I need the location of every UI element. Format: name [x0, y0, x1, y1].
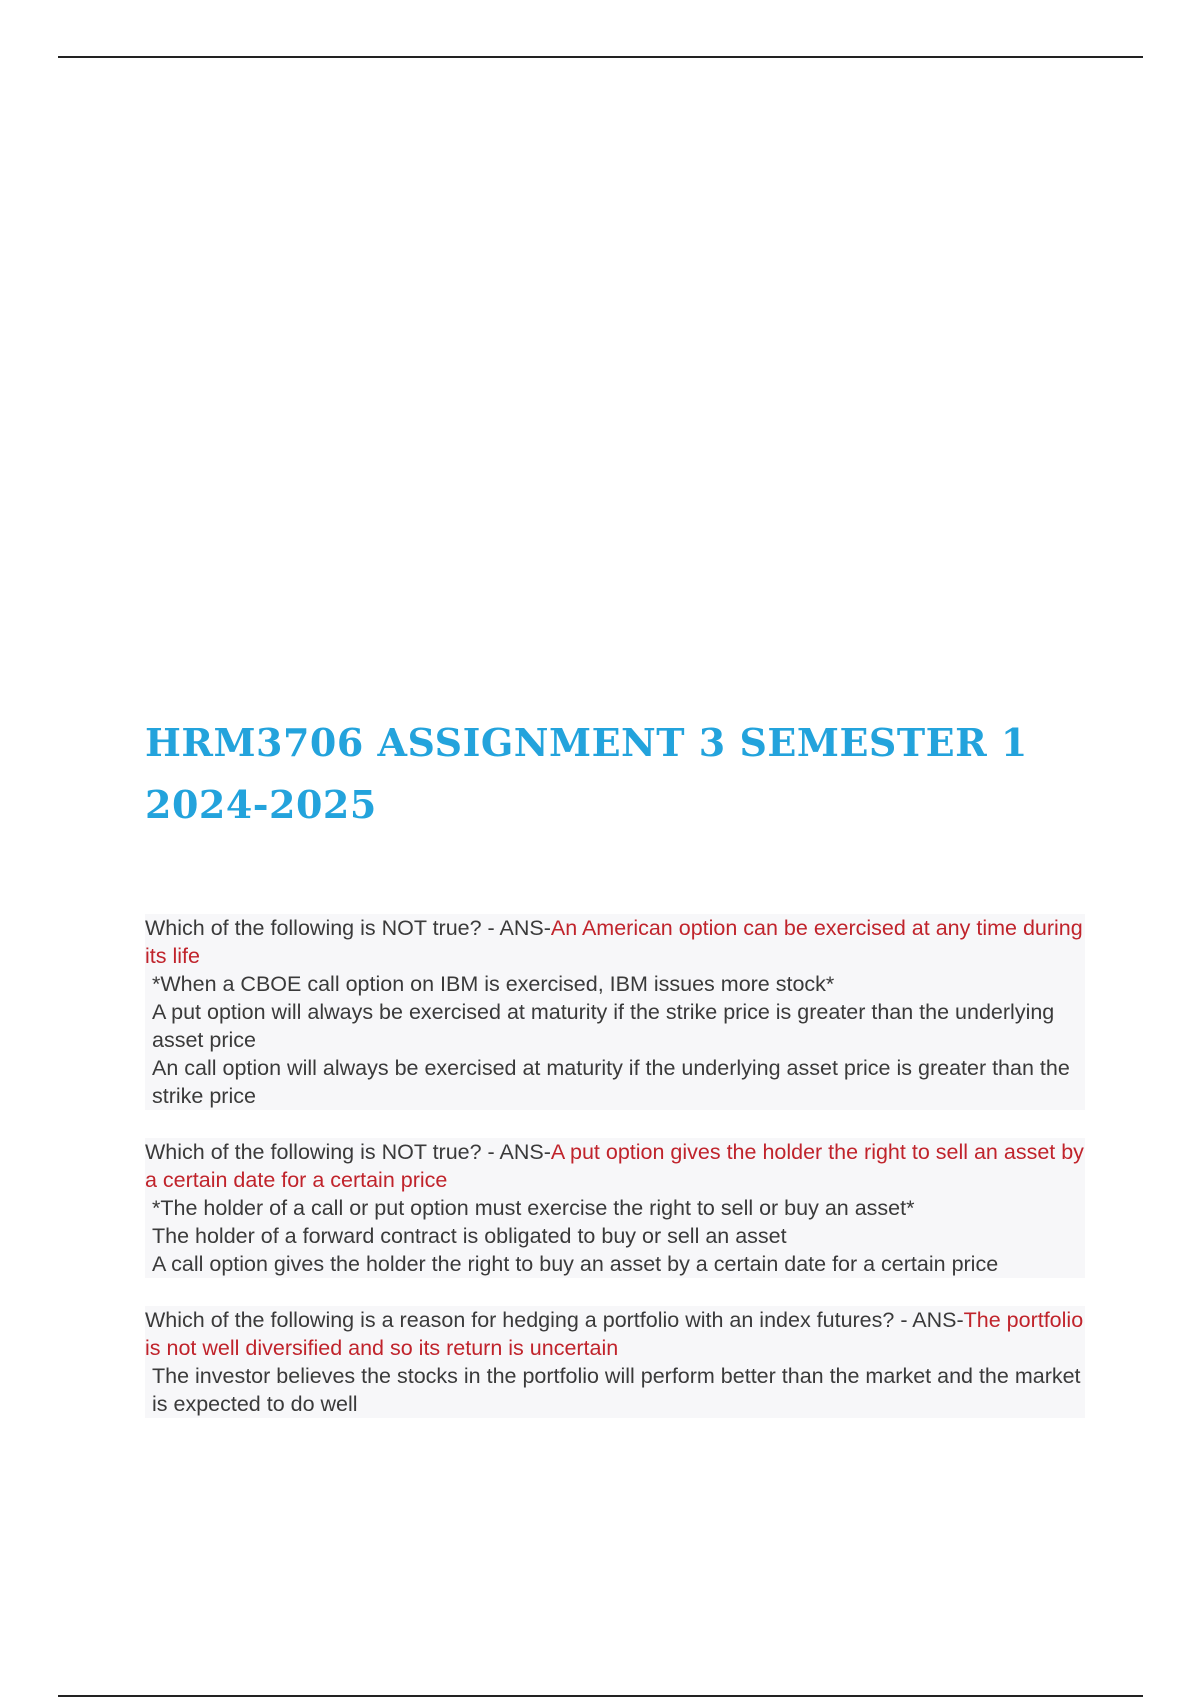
header-rule: [58, 56, 1143, 58]
option-line: The holder of a forward contract is obligated to buy or sell an asset: [145, 1222, 1085, 1250]
answer-text: The portfolio is not well diversified and so its return is uncertain: [145, 1308, 1084, 1360]
option-line: *The holder of a call or put option must exercise the right to sell or buy an asset*: [145, 1194, 1085, 1222]
title-line-1: HRM3706 ASSIGNMENT 3 SEMESTER 1: [145, 720, 1028, 765]
answer-text: An American option can be exercised at any time during its life: [145, 916, 1083, 968]
question-line: [145, 1306, 1085, 1362]
qa-item-1: [145, 914, 1085, 1110]
question-text: Which of the following is NOT true? - ANS-: [145, 1140, 551, 1164]
option-line: A put option will always be exercised at maturity if the strike price is greater than the underlying asset price: [145, 998, 1085, 1054]
answer-text: A put option gives the holder the right to sell an asset by a certain date for a certain price: [145, 1140, 1084, 1192]
qa-item-2: [145, 1138, 1085, 1278]
qa-list: [145, 914, 1085, 1446]
question-line: [145, 914, 1085, 970]
option-line: *When a CBOE call option on IBM is exercised, IBM issues more stock*: [145, 970, 1085, 998]
question-text: Which of the following is NOT true? - ANS-: [145, 916, 551, 940]
title-line-2: 2024-2025: [145, 782, 377, 827]
question-line: [145, 1138, 1085, 1194]
footer-rule: [58, 1695, 1143, 1697]
question-text: Which of the following is a reason for hedging a portfolio with an index futures? - ANS-: [145, 1308, 964, 1332]
option-line: The investor believes the stocks in the portfolio will perform better than the market and the market is expected to do well: [145, 1362, 1085, 1418]
document-title: [145, 712, 1045, 836]
option-line: An call option will always be exercised at maturity if the underlying asset price is greater than the strike price: [145, 1054, 1085, 1110]
option-line: A call option gives the holder the right to buy an asset by a certain date for a certain price: [145, 1250, 1085, 1278]
qa-item-3: [145, 1306, 1085, 1418]
